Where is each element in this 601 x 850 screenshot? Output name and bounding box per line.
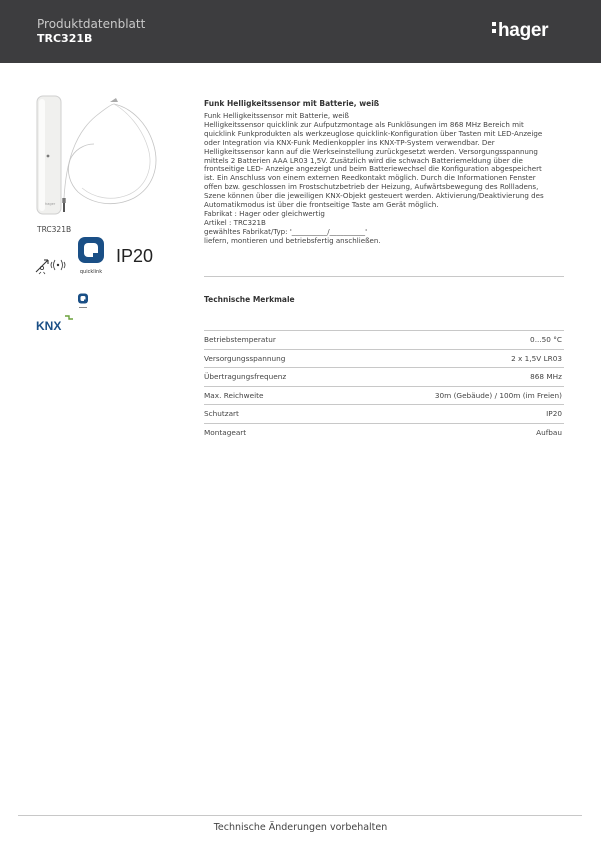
spec-key: Schutzart <box>204 409 239 418</box>
spec-value: 0...50 °C <box>530 335 562 344</box>
product-image-label: hager <box>45 202 56 206</box>
spec-row <box>204 386 564 405</box>
brightness-sensor-icon <box>34 254 74 276</box>
spec-row <box>204 404 564 423</box>
description-line: oder Integration via KNX-Funk Medienkoppler ins KNX-TP-System verwendbar. Der <box>204 137 495 147</box>
description-line: Helligkeitssensor quicklink zur Aufputzmontage als Funklösungen im 868 MHz Bereich mit <box>204 119 524 129</box>
spec-key: Übertragungsfrequenz <box>204 372 287 381</box>
spec-key: Betriebstemperatur <box>204 335 276 344</box>
section-divider <box>204 276 564 277</box>
spec-value: Aufbau <box>536 427 562 437</box>
quicklink-icon <box>76 236 106 278</box>
description-line: Funk Helligkeitssensor mit Batterie, weiß <box>204 111 350 120</box>
description-line: Automatikmodus ist über die frontseitige Taste am Gerät möglich. <box>204 200 439 210</box>
description-line: mittels 2 Batterien AAA LR03 1,5V. Zusätzlich wird die schwach Batteriemeldung über die <box>204 155 523 165</box>
spec-key: Max. Reichweite <box>204 390 264 400</box>
spec-row <box>204 367 564 386</box>
brand-name: hager <box>498 20 549 41</box>
description-line: frontseitige LED- Anzeige angezeigt und beim Batteriewechsel die Konfiguration abgespeichert <box>204 164 542 174</box>
spec-row <box>204 423 564 442</box>
spec-key: Versorgungsspannung <box>204 353 286 363</box>
product-image-caption: TRC321B <box>37 225 72 234</box>
brand-logo <box>492 18 548 42</box>
spec-value: 868 MHz <box>530 372 562 381</box>
description-line: Szene können über die jeweiligen KNX-Objekt gesteuert werden. Aktivierung/Deaktivierung des <box>204 191 544 201</box>
description-line: Helligkeitssensor kann auf die Werkseinstellung zurückgesetzt werden. Versorgungsspannung <box>204 146 538 156</box>
spec-row <box>204 349 564 368</box>
specs-title: Technische Merkmale <box>204 295 295 304</box>
document-type: Produktdatenblatt <box>37 17 146 31</box>
product-image <box>36 94 164 224</box>
spec-value: 2 x 1,5V LR03 <box>511 353 562 363</box>
quicklink-label: quicklink <box>79 269 103 275</box>
description-line: Fabrikat : Hager oder gleichwertig <box>204 208 325 218</box>
page-header <box>0 0 601 63</box>
description-line: liefern, montieren und betriebsfertig anschließen. <box>204 235 381 245</box>
specs-table <box>204 330 564 441</box>
product-code: TRC321B <box>37 32 93 45</box>
spec-key: Montageart <box>204 427 247 437</box>
quicklink-small-icon <box>77 293 89 312</box>
knx-label: KNX <box>36 319 62 333</box>
footer-note: Technische Änderungen vorbehalten <box>213 822 388 833</box>
product-description <box>204 112 562 246</box>
description-line: quicklink Funkprodukten als werkzeuglose quicklink-Konfiguration über Tasten mit LED-Anzeige <box>204 128 543 138</box>
ip-rating-label: IP20 <box>116 246 154 266</box>
spec-value: IP20 <box>546 409 562 418</box>
footer-divider <box>18 815 582 816</box>
description-line: Artikel : TRC321B <box>204 217 266 227</box>
description-line: gewähltes Fabrikat/Typ: '__________/__________' <box>204 226 368 236</box>
brand-mark-icon <box>492 18 497 40</box>
product-title: Funk Helligkeitssensor mit Batterie, weiß <box>204 99 380 108</box>
spec-value: 30m (Gebäude) / 100m (im Freien) <box>434 390 562 400</box>
spec-row <box>204 330 564 349</box>
description-line: offen bzw. geschlossen im Frostschutzbetrieb der Heizung, Aufwärtsbewegung des Rollladens, <box>204 182 539 192</box>
knx-logo <box>35 315 75 333</box>
description-line: ist. Ein Anschluss von einem externen Reedkontakt möglich. Durch die Informationen Fenster <box>204 173 536 183</box>
